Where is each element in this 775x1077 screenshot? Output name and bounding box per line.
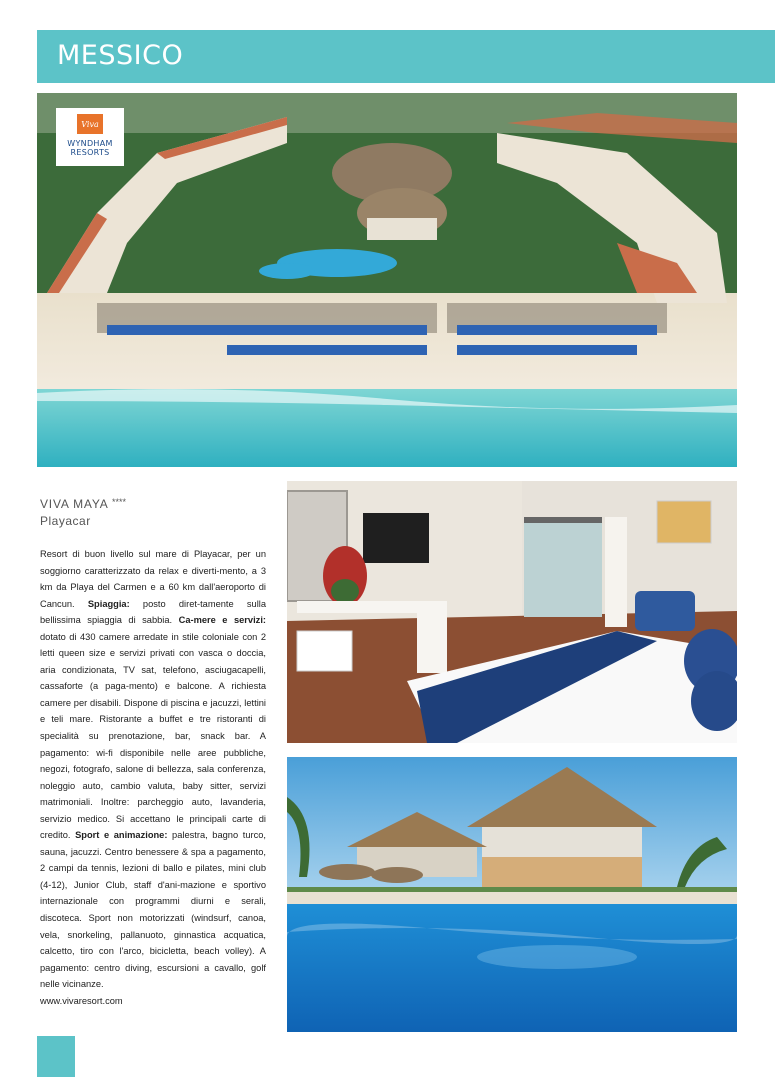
heading-sport: Sport e animazione: bbox=[75, 830, 168, 841]
heading-beach: Spiaggia: bbox=[87, 598, 130, 609]
pool-palapa-photo bbox=[287, 757, 737, 1032]
hotel-room-photo bbox=[287, 481, 737, 743]
desc-sport: palestra, bagno turco, sauna, jacuzzi. Centro benessere & spa a pagamento, 2 campi da tennis, lezioni di ballo e pilates, mini club (4-12), Junior Club, staff d'ani-mazione e sportivo internazionale con programmi diurni e serali, discoteca. Sport non motorizzati (windsurf, canoa, vela, snorkeling, pallanuoto, ginnastica acquatica, calcetto, tiro con l'arco, bicicletta, beach volley). A pagamento: centro diving, escursioni a cavallo, golf nelle vicinanze. bbox=[40, 830, 266, 990]
viva-logo-mark: Viva bbox=[77, 114, 103, 134]
header-bar bbox=[37, 30, 775, 83]
desc-intro: Resort di buon livello sul mare di Playacar, per un soggiorno caratterizzato da relax e diverti-mento, a 3 km da Playa del Carmen e a 60 km dall'aeroporto di Cancun. bbox=[40, 549, 266, 609]
desc-beach: posto diret-tamente sulla bellissima spiaggia di sabbia. bbox=[40, 598, 266, 626]
hotel-description bbox=[40, 546, 266, 1009]
hotel-location: Playacar bbox=[40, 514, 91, 528]
hotel-name bbox=[40, 497, 126, 511]
hotel-name-text: VIVA MAYA bbox=[40, 497, 108, 511]
heading-rooms-services: Ca-mere e servizi: bbox=[178, 615, 266, 626]
page-tab bbox=[37, 1036, 75, 1077]
website-link[interactable]: www.vivaresort.com bbox=[40, 995, 123, 1006]
page-title: MESSICO bbox=[57, 40, 184, 71]
logo-text-line2: RESORTS bbox=[70, 148, 110, 157]
desc-rooms-services: dotato di 430 camere arredate in stile coloniale con 2 letti queen size e servizi privati con vasca o doccia, aria condizionata, TV sat, telefono, asciugacapelli, cassaforte (a paga-mento) e balcone. A richiesta camere per disabili. Dispone di piscina e jacuzzi, lettini e teli mare. Ristorante a buffet e tre ristoranti di specialità su prenotazione, bar, snack bar. A pagamento: wi-fi disponibile nelle aree pubbliche, negozi, fotografo, salone di bellezza, sala conferenza, noleggio auto, cambio valuta, baby sitter, servizi matrimoniali. Inoltre: parcheggio auto, lavanderia, servizio medico. Si accettano le principali carte di credito. bbox=[40, 631, 266, 841]
resort-aerial-photo bbox=[37, 93, 737, 467]
logo-text-line1: WYNDHAM bbox=[67, 139, 113, 148]
star-rating: **** bbox=[112, 497, 127, 507]
wyndham-logo bbox=[56, 108, 124, 166]
